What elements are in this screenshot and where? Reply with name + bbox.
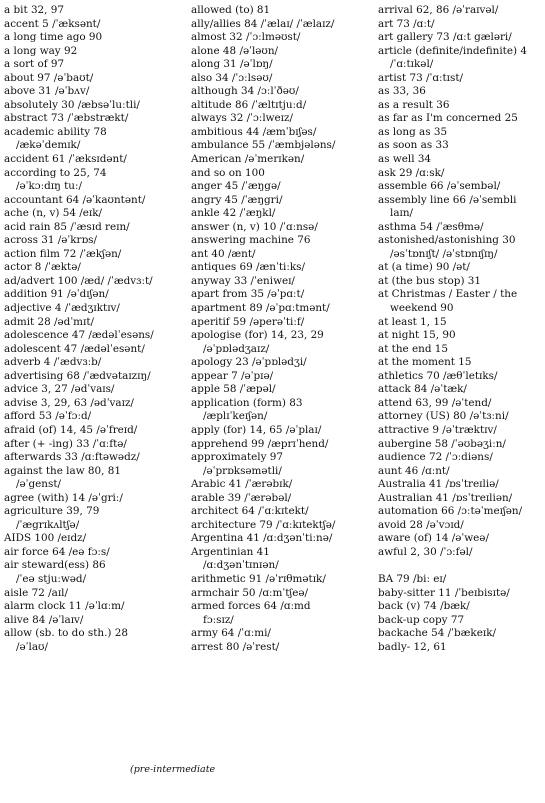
word-entry: apple 58 /ˈæpəl/ <box>191 383 276 396</box>
word-entry: adjective 4 /ˈædʒɪktɪv/ <box>4 302 120 315</box>
word-entry: arable 39 /ˈærəbəl/ <box>191 491 292 504</box>
word-entry: ambulance 55 /ˈæmbjələns/ <box>191 139 336 152</box>
word-entry: also 34 /ˈɔːlsəʊ/ <box>191 71 273 84</box>
word-entry: at (a time) 90 /ət/ <box>378 261 470 274</box>
word-entry: adolescence 47 /ædəlˈesəns/ <box>4 329 154 342</box>
word-entry: adolescent 47 /ædəlˈesənt/ <box>4 342 145 355</box>
word-entry: apologise (for) 14, 23, 29 <box>191 329 324 342</box>
word-entry: BA 79 /biː eɪ/ <box>378 572 447 585</box>
word-entry: apart from 35 /əˈpɑːt/ <box>191 288 305 301</box>
section-gap <box>378 559 543 573</box>
word-entry: aware (of) 14 /əˈweə/ <box>378 532 489 545</box>
word-entry: audience 72 /ˈɔːdiəns/ <box>378 451 493 464</box>
word-entry: alone 48 /əˈləʊn/ <box>191 44 279 57</box>
word-entry: Argentina 41 /ɑːdʒənˈtiːnə/ <box>191 532 333 545</box>
word-entry: architecture 79 /ˈɑːkɪtektʃə/ <box>191 518 336 531</box>
word-entry: always 32 /ˈɔːlweɪz/ <box>191 112 293 125</box>
entry-continuation: /ˈeə stjuːwəd/ <box>16 572 87 585</box>
word-entry: Argentinian 41 <box>191 545 270 558</box>
word-entry: assembly line 66 /əˈsembli <box>378 193 517 206</box>
word-list-column-2 <box>191 4 369 654</box>
word-entry: at least 1, 15 <box>378 315 447 328</box>
word-entry: as far as I'm concerned 25 <box>378 112 518 125</box>
word-entry: backache 54 /ˈbækeɪk/ <box>378 627 496 640</box>
word-entry: although 34 /ɔːlˈðəʊ/ <box>191 85 299 98</box>
word-entry: answer (n, v) 10 /ˈɑːnsə/ <box>191 220 318 233</box>
word-entry: afford 53 /əˈfɔːd/ <box>4 410 92 423</box>
word-entry: aisle 72 /aɪl/ <box>4 586 68 599</box>
word-entry: addition 91 /əˈdɪʃən/ <box>4 288 109 301</box>
word-entry: avoid 28 /əˈvɔɪd/ <box>378 518 464 531</box>
word-entry: according to 25, 74 <box>4 166 107 179</box>
word-entry: across 31 /əˈkrɒs/ <box>4 234 97 247</box>
word-entry: Australian 41 /ɒsˈtreɪliən/ <box>378 491 513 504</box>
entry-continuation: /əsˈtɒnɪʃt/ /əˈstɒnɪʃɪŋ/ <box>390 247 498 260</box>
word-entry: attorney (US) 80 /əˈtɜːni/ <box>378 410 509 423</box>
entry-continuation: /ˈɑːtɪkəl/ <box>390 58 434 71</box>
word-entry: admit 28 /ədˈmɪt/ <box>4 315 95 328</box>
word-entry: at the moment 15 <box>378 356 472 369</box>
word-entry: art gallery 73 /ɑːt gæləri/ <box>378 31 512 44</box>
page-footer: (pre-intermediate <box>130 764 216 775</box>
word-entry: against the law 80, 81 <box>4 464 121 477</box>
entry-continuation: /əˈlaʊ/ <box>16 640 48 653</box>
word-entry: anger 45 /ˈæŋgə/ <box>191 180 281 193</box>
entry-continuation: laɪn/ <box>390 207 414 220</box>
word-entry: Arabic 41 /ˈærəbɪk/ <box>191 478 293 491</box>
word-entry: ankle 42 /ˈæŋkl/ <box>191 207 276 220</box>
word-entry: armed forces 64 /ɑːmd <box>191 600 311 613</box>
word-entry: a long way 92 <box>4 44 78 57</box>
word-entry: apology 23 /əˈpɒlədʒi/ <box>191 356 307 369</box>
word-entry: at (the bus stop) 31 <box>378 274 482 287</box>
word-entry: badly- 12, 61 <box>378 640 447 653</box>
entry-continuation: /əˈprɒksəmətli/ <box>203 464 282 477</box>
word-entry: academic ability 78 <box>4 125 107 138</box>
word-entry: alive 84 /əˈlaɪv/ <box>4 613 84 626</box>
word-entry: athletics 70 /æθˈletɪks/ <box>378 369 498 382</box>
word-list-column-1 <box>4 4 182 654</box>
word-entry: agriculture 39, 79 <box>4 505 100 518</box>
word-entry: attack 84 /əˈtæk/ <box>378 383 467 396</box>
word-entry: advertising 68 /ˈædvətaɪzɪŋ/ <box>4 369 151 382</box>
word-entry: a long time ago 90 <box>4 31 103 44</box>
word-entry: accident 61 /ˈæksɪdənt/ <box>4 153 127 166</box>
word-entry: awful 2, 30 /ˈɔːfəl/ <box>378 545 473 558</box>
word-entry: agree (with) 14 /əˈgriː/ <box>4 491 123 504</box>
word-entry: and so on 100 <box>191 166 265 179</box>
word-entry: arithmetic 91 /əˈrɪθmətɪk/ <box>191 572 326 585</box>
entry-continuation: /ækəˈdemɪk/ <box>16 139 81 152</box>
word-entry: above 31 /əˈbʌv/ <box>4 85 90 98</box>
word-entry: attractive 9 /əˈtræktɪv/ <box>378 423 497 436</box>
word-entry: astonished/astonishing 30 <box>378 234 516 247</box>
word-entry: absolutely 30 /æbsəˈluːtli/ <box>4 98 140 111</box>
word-entry: arrest 80 /əˈrest/ <box>191 640 280 653</box>
word-entry: advice 3, 27 /ədˈvaɪs/ <box>4 383 115 396</box>
word-entry: approximately 97 <box>191 451 283 464</box>
word-entry: automation 66 /ɔːtəˈmeɪʃən/ <box>378 505 523 518</box>
word-entry: aperitif 59 /əperəˈtiːf/ <box>191 315 305 328</box>
word-entry: baby-sitter 11 /ˈbeɪbisɪtə/ <box>378 586 510 599</box>
word-entry: apply (for) 14, 65 /əˈplaɪ/ <box>191 423 322 436</box>
word-entry: along 31 /əˈlɒŋ/ <box>191 58 273 71</box>
entry-continuation: /əˈkɔːdɪŋ tuː/ <box>16 180 82 193</box>
word-entry: as long as 35 <box>378 125 448 138</box>
word-entry: anyway 33 /ˈeniweɪ/ <box>191 274 295 287</box>
word-entry: as 33, 36 <box>378 85 426 98</box>
word-entry: attend 63, 99 /əˈtend/ <box>378 396 492 409</box>
word-entry: application (form) 83 <box>191 396 303 409</box>
word-entry: apprehend 99 /æprɪˈhend/ <box>191 437 329 450</box>
word-entry: advise 3, 29, 63 /ədˈvaɪz/ <box>4 396 134 409</box>
word-entry: as well 34 <box>378 153 432 166</box>
word-entry: afterwards 33 /ɑːftəwədz/ <box>4 451 140 464</box>
word-entry: antiques 69 /ænˈtiːks/ <box>191 261 305 274</box>
word-entry: almost 32 /ˈɔːlməʊst/ <box>191 31 301 44</box>
word-entry: at night 15, 90 <box>378 329 456 342</box>
word-entry: action film 72 /ˈækʃən/ <box>4 247 122 260</box>
word-entry: art 73 /ɑːt/ <box>378 17 435 30</box>
word-entry: ant 40 /ænt/ <box>191 247 256 260</box>
word-entry: back-up copy 77 <box>378 613 465 626</box>
word-entry: appear 7 /əˈpɪə/ <box>191 369 274 382</box>
entry-continuation: /əˈpɒlədʒaɪz/ <box>203 342 270 355</box>
word-entry: army 64 /ˈɑːmi/ <box>191 627 271 640</box>
entry-continuation: /æplɪˈkeɪʃən/ <box>203 410 268 423</box>
word-entry: ache (n, v) 54 /eɪk/ <box>4 207 103 220</box>
word-entry: a sort of 97 <box>4 58 65 71</box>
word-entry: aubergine 58 /ˈəʊbəʒiːn/ <box>378 437 506 450</box>
word-entry: aunt 46 /ɑːnt/ <box>378 464 450 477</box>
word-entry: article (definite/indefinite) 4 <box>378 44 527 57</box>
entry-continuation: /ˈægrɪkʌltʃə/ <box>16 518 80 531</box>
word-entry: as a result 36 <box>378 98 450 111</box>
word-entry: angry 45 /ˈæŋgri/ <box>191 193 283 206</box>
word-entry: alarm clock 11 /əˈlɑːm/ <box>4 600 125 613</box>
word-entry: at Christmas / Easter / the <box>378 288 518 301</box>
word-entry: Australia 41 /ɒsˈtreɪliə/ <box>378 478 499 491</box>
word-entry: ally/allies 84 /ˈælaɪ/ /ˈælaɪz/ <box>191 17 335 30</box>
word-entry: after (+ -ing) 33 /ˈɑːftə/ <box>4 437 127 450</box>
word-entry: assemble 66 /əˈsembəl/ <box>378 180 501 193</box>
word-entry: accent 5 /ˈæksənt/ <box>4 17 101 30</box>
word-entry: architect 64 /ˈɑːkɪtekt/ <box>191 505 309 518</box>
word-entry: AIDS 100 /eɪdz/ <box>4 532 87 545</box>
word-entry: air force 64 /eə fɔːs/ <box>4 545 110 558</box>
word-entry: ask 29 /ɑːsk/ <box>378 166 445 179</box>
word-entry: at the end 15 <box>378 342 449 355</box>
word-entry: allow (sb. to do sth.) 28 <box>4 627 128 640</box>
word-entry: American /əˈmerɪkən/ <box>191 153 305 166</box>
word-entry: arrival 62, 86 /əˈraɪvəl/ <box>378 4 499 16</box>
word-list-column-3 <box>378 4 543 654</box>
word-entry: apartment 89 /əˈpɑːtmənt/ <box>191 302 330 315</box>
entry-continuation: weekend 90 <box>390 302 454 315</box>
word-entry: ambitious 44 /æmˈbɪʃəs/ <box>191 125 317 138</box>
word-entry: adverb 4 /ˈædvɜːb/ <box>4 356 102 369</box>
word-entry: artist 73 /ˈɑːtɪst/ <box>378 71 464 84</box>
word-entry: abstract 73 /ˈæbstrækt/ <box>4 112 129 125</box>
word-entry: a bit 32, 97 <box>4 4 64 16</box>
word-entry: about 97 /əˈbaʊt/ <box>4 71 94 84</box>
word-entry: altitude 86 /ˈæltɪtjuːd/ <box>191 98 307 111</box>
entry-continuation: /əˈgenst/ <box>16 478 62 491</box>
word-entry: acid rain 85 /ˈæsɪd reɪn/ <box>4 220 130 233</box>
entry-continuation: /ɑːdʒənˈtɪnɪən/ <box>203 559 279 572</box>
word-entry: as soon as 33 <box>378 139 449 152</box>
word-entry: air steward(ess) 86 <box>4 559 106 572</box>
word-entry: afraid (of) 14, 45 /əˈfreɪd/ <box>4 423 138 436</box>
word-entry: ad/advert 100 /æd/ /ˈædvɜːt/ <box>4 274 153 287</box>
word-entry: actor 8 /ˈæktə/ <box>4 261 81 274</box>
word-entry: armchair 50 /ɑːmˈtʃeə/ <box>191 586 308 599</box>
entry-continuation: fɔːsɪz/ <box>203 613 234 626</box>
word-entry: answering machine 76 <box>191 234 311 247</box>
word-entry: allowed (to) 81 <box>191 4 271 16</box>
word-entry: accountant 64 /əˈkaʊntənt/ <box>4 193 146 206</box>
word-entry: back (v) 74 /bæk/ <box>378 600 470 613</box>
word-entry: asthma 54 /ˈæsθmə/ <box>378 220 484 233</box>
